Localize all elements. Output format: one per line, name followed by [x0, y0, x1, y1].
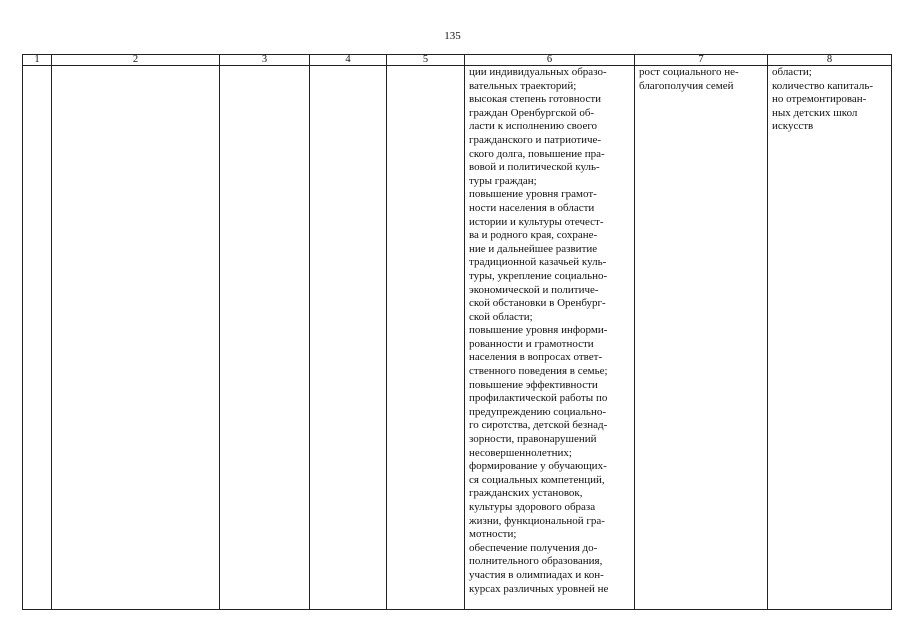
- cell-col-2: [52, 66, 220, 610]
- document-table: [22, 54, 892, 610]
- column-number-row: [23, 55, 892, 66]
- column-header-7: 7: [635, 55, 768, 66]
- risks-text: рост социального не- благополучия семей: [639, 66, 739, 92]
- cell-col-4: [310, 66, 387, 610]
- cell-col-7-risks: [635, 66, 768, 610]
- column-header-6: 6: [465, 55, 635, 66]
- table-row: [23, 66, 892, 610]
- column-header-1: 1: [23, 55, 52, 66]
- cell-col-1: [23, 66, 52, 610]
- cell-col-8-indicators: [768, 66, 892, 610]
- column-header-4: 4: [310, 55, 387, 66]
- column-header-5: 5: [387, 55, 465, 66]
- page-number: 135: [444, 30, 461, 42]
- column-header-3: 3: [220, 55, 310, 66]
- column-header-2: 2: [52, 55, 220, 66]
- cell-col-6-expected-results: [465, 66, 635, 610]
- cell-col-5: [387, 66, 465, 610]
- indicators-text: области; количество капиталь- но отремонтирован- ных детских школ искусств: [772, 66, 874, 133]
- column-header-8: 8: [768, 55, 892, 66]
- expected-results-text: ции индивидуальных образо- вательных траекторий; высокая степень готовности граждан Оренбургской об- ласти к исполнению своего гражданского и патриотиче- ского долга, повышение пра- вовой и политической куль- туры граждан; повышение уровня грамот- ности населения в области истории и культуры отечест- ва и родного края, сохране- ние и дальнейшее развитие традиционной казачьей куль- туры, укрепление социально- экономической и политиче- ской обстановки в Оренбург- ской области; повышение уровня информи- рованности и грамотности населения в вопросах ответ- ственного поведения в семье; повышение эффективности профилактической работы по предупреждению социально- го сиротства, детской безнад- зорности, правонарушений несовершеннолетних; формирование у обучающих- ся социальных компетенций, гражданских установок, культуры здорового образа жизни, функциональной гра- мотности; обеспечение получения до- полнительного образования, участия в олимпиадах и кон- курсах различных уровней не: [469, 66, 609, 595]
- cell-col-3: [220, 66, 310, 610]
